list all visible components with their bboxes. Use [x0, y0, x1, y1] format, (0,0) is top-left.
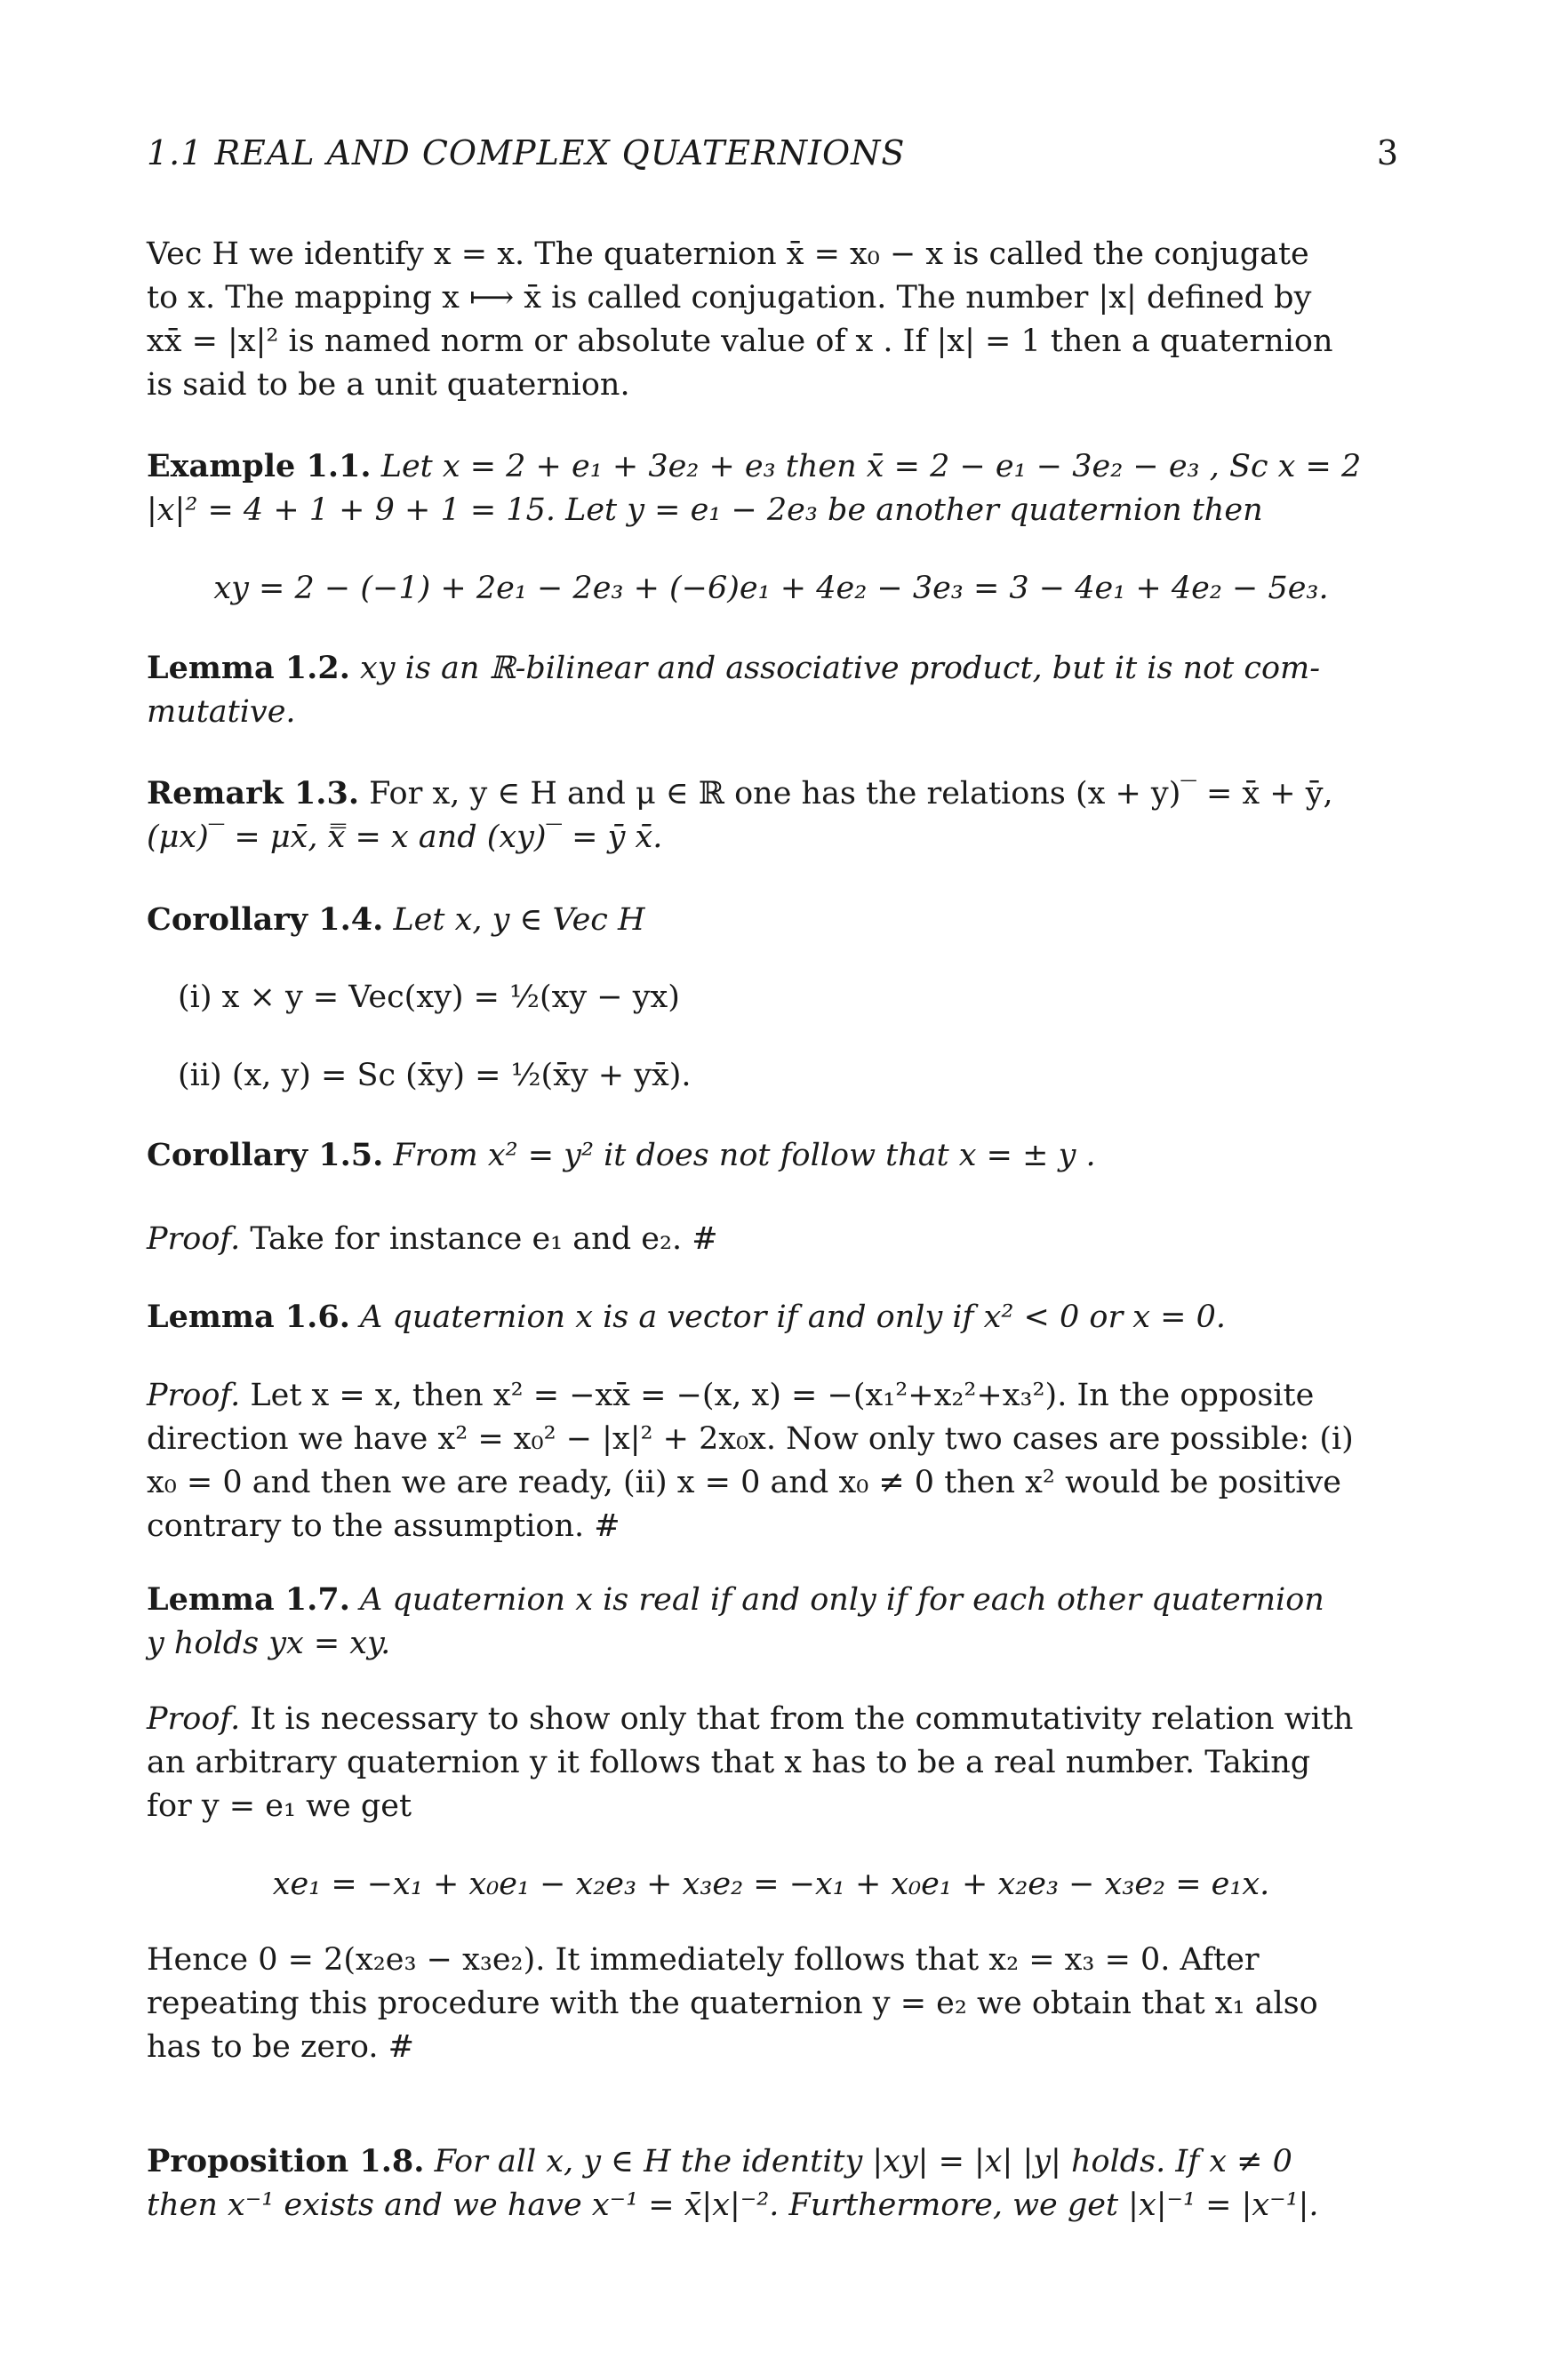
- example-equation: xy = 2 − (−1) + 2e₁ − 2e₃ + (−6)e₁ + 4e₂ − 3e₃ = 3 − 4e₁ + 4e₂ − 5e₃.: [213, 571, 1329, 606]
- corollary-1-4: [147, 898, 1396, 942]
- proof-text: has to be zero. #: [147, 2029, 414, 2065]
- text-line: Vec H we identify x = x. The quaternion x̄ = x₀ − x is called the conjugate: [147, 236, 1309, 272]
- remark-text: For x, y ∈ H and μ ∈ ℝ one has the relations (x + y)‾ = x̄ + ȳ,: [369, 776, 1333, 812]
- lemma-text: mutative.: [147, 694, 296, 730]
- corollary-text: Let x, y ∈ Vec H: [393, 902, 645, 938]
- proposition-label: Proposition 1.8.: [147, 2143, 425, 2179]
- proof-text: contrary to the assumption. #: [147, 1508, 620, 1544]
- lemma-text: A quaternion x is real if and only if for each other quaternion: [360, 1582, 1324, 1618]
- proposition-1-8: [147, 2139, 1396, 2227]
- example-text: |x|² = 4 + 1 + 9 + 1 = 15. Let y = e₁ − 2e₃ be another quaternion then: [147, 492, 1263, 528]
- proof-text: repeating this procedure with the quaternion y = e₂ we obtain that x₁ also: [147, 1986, 1318, 2021]
- lemma-1-6: [147, 1295, 1396, 1339]
- corollary-label: Corollary 1.5.: [147, 1137, 384, 1173]
- text-line: xx̄ = |x|² is named norm or absolute value of x . If |x| = 1 then a quaternion: [147, 324, 1333, 359]
- proof-1-7: [147, 1698, 1396, 1828]
- proof-text: for y = e₁ we get: [147, 1788, 412, 1824]
- lemma-label: Lemma 1.6.: [147, 1299, 350, 1335]
- proof-text: an arbitrary quaternion y it follows that x has to be a real number. Taking: [147, 1745, 1311, 1780]
- lemma-label: Lemma 1.7.: [147, 1581, 350, 1618]
- corollary-item-i: (i) x × y = Vec(xy) = ½(xy − yx): [178, 980, 680, 1015]
- proof-text: x₀ = 0 and then we are ready, (ii) x = 0 and x₀ ≠ 0 then x² would be positive: [147, 1465, 1341, 1500]
- corollary-label: Corollary 1.4.: [147, 901, 384, 938]
- intro-paragraph: [147, 233, 1396, 407]
- proof-equation: xe₁ = −x₁ + x₀e₁ − x₂e₃ + x₃e₂ = −x₁ + x₀e₁ + x₂e₃ − x₃e₂ = e₁x.: [272, 1867, 1270, 1902]
- example-1-1: [147, 444, 1396, 532]
- lemma-text: y holds yx = xy.: [147, 1626, 391, 1661]
- lemma-label: Lemma 1.2.: [147, 650, 350, 686]
- proof-1-7-continued: [147, 1939, 1396, 2069]
- proof-text: Let x = x, then x² = −xx̄ = −(x, x) = −(x₁²+x₂²+x₃²). In the opposite: [250, 1378, 1315, 1413]
- lemma-text: xy is an ℝ-bilinear and associative product, but it is not com-: [360, 651, 1321, 686]
- text-line: to x. The mapping x ⟼ x̄ is called conjugation. The number |x| defined by: [147, 280, 1312, 316]
- remark-text: (μx)‾ = μx̄, x̿ = x and (xy)‾ = ȳ x̄.: [147, 820, 663, 855]
- remark-1-3: [147, 772, 1396, 860]
- running-header-title: 1.1 REAL AND COMPLEX QUATERNIONS: [147, 133, 906, 172]
- corollary-text: From x² = y² it does not follow that x = ± y .: [393, 1138, 1096, 1173]
- text-line: is said to be a unit quaternion.: [147, 367, 630, 403]
- lemma-1-7: [147, 1578, 1396, 1666]
- proposition-text: then x⁻¹ exists and we have x⁻¹ = x̄|x|⁻². Furthermore, we get |x|⁻¹ = |x⁻¹|.: [147, 2187, 1319, 2223]
- example-label: Example 1.1.: [147, 448, 372, 484]
- proof-text: It is necessary to show only that from the commutativity relation with: [250, 1701, 1354, 1737]
- example-text: Let x = 2 + e₁ + 3e₂ + e₃ then x̄ = 2 − e₁ − 3e₂ − e₃ , Sc x = 2: [380, 449, 1362, 484]
- proof-label: Proof.: [147, 1701, 241, 1737]
- remark-label: Remark 1.3.: [147, 775, 360, 812]
- lemma-1-2: [147, 646, 1396, 734]
- proof-1-6: [147, 1374, 1396, 1548]
- corollary-1-5: [147, 1133, 1396, 1178]
- lemma-text: A quaternion x is a vector if and only if x² < 0 or x = 0.: [360, 1299, 1227, 1335]
- proposition-text: For all x, y ∈ H the identity |xy| = |x| |y| holds. If x ≠ 0: [434, 2144, 1292, 2179]
- page-number: 3: [1376, 133, 1399, 172]
- proof-label: Proof.: [147, 1221, 241, 1257]
- proof-text: Take for instance e₁ and e₂. #: [250, 1221, 718, 1257]
- proof-text: direction we have x² = x₀² − |x|² + 2x₀x. Now only two cases are possible: (i): [147, 1421, 1354, 1457]
- proof-label: Proof.: [147, 1378, 241, 1413]
- proof-text: Hence 0 = 2(x₂e₃ − x₃e₂). It immediately follows that x₂ = x₃ = 0. After: [147, 1942, 1260, 1978]
- corollary-item-ii: (ii) (x, y) = Sc (x̄y) = ½(x̄y + yx̄).: [178, 1058, 692, 1093]
- proof-1-5: [147, 1218, 1396, 1261]
